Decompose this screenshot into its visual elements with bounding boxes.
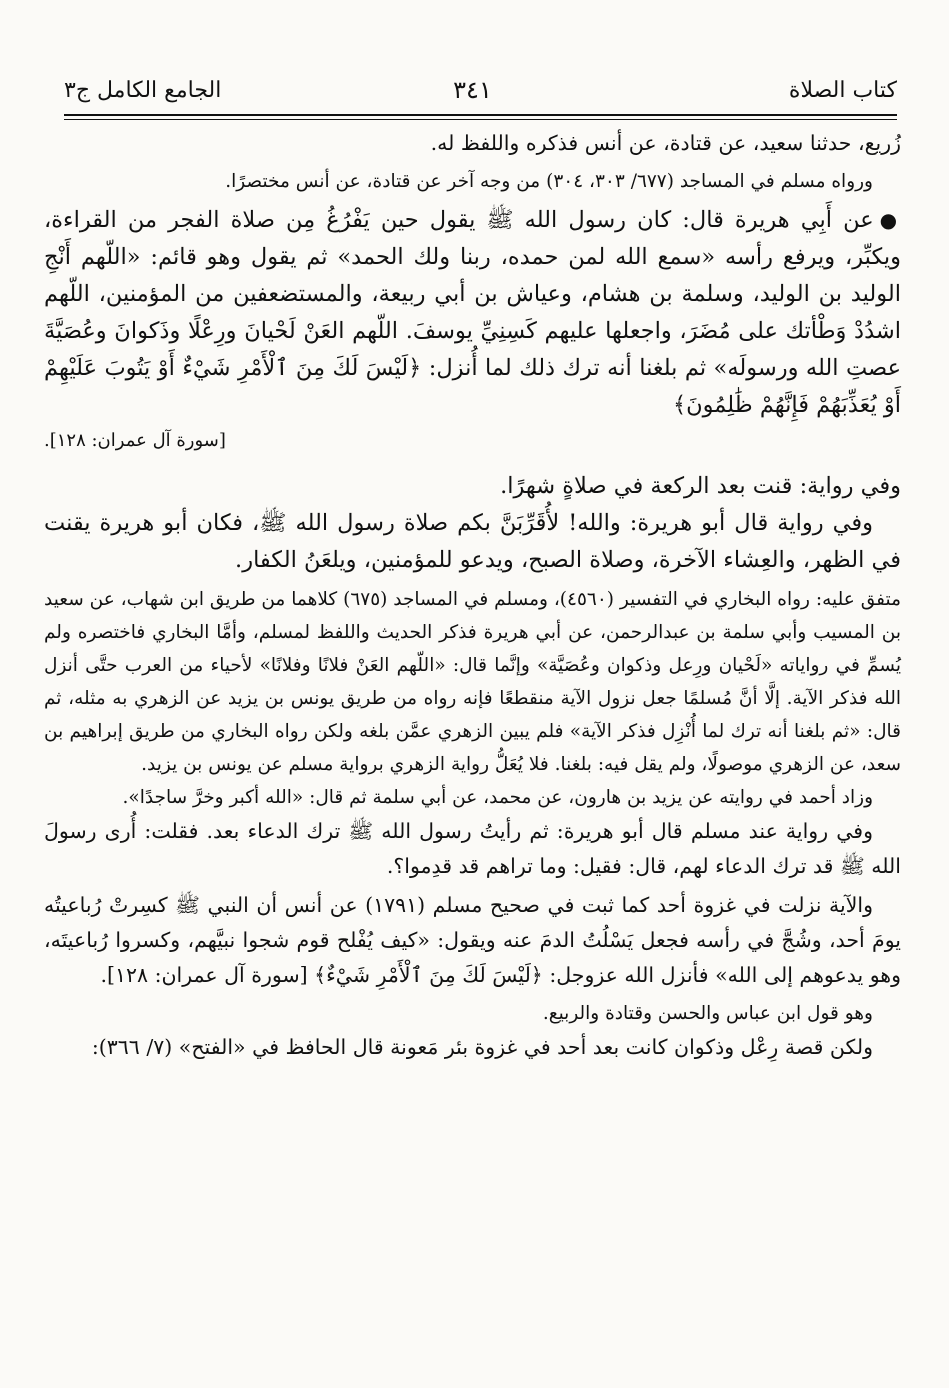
header-rule-thin — [64, 119, 897, 120]
paragraph-bir-maunah: ولكن قصة رِعْل وذكوان كانت بعد أحد في غزوة بئر مَعونة قال الحافظ في «الفتح» (٧/ ٣٦٦): — [91, 1035, 873, 1059]
paragraph-uhud: والآية نزلت في غزوة أحد كما ثبت في صحيح مسلم (١٧٩١) عن أنس أن النبي ﷺ كسِرتْ رُباعيتُه يومَ أحد، وشُجَّ في رأسه فجعل يَسْلُتُ الدمَ عنه ويقول: «كيف يُفْلح قوم شجوا نبيَّهم، وكسروا رُباعيتَه، وهو يدعوهم إلى الله» فأنزل الله عزوجل: ﴿لَيْسَ لَكَ مِنَ ٱلْأَمْرِ شَيْءٌ﴾ [سورة آل عمران: ١٢٨]. — [44, 893, 901, 987]
book-title: الجامع الكامل ج٣ — [64, 78, 222, 103]
page-header — [44, 0, 901, 112]
paragraph-ahmad: وزاد أحمد في روايته عن يزيد بن هارون، عن محمد، عن أبي سلمة ثم قال: «الله أكبر وخرَّ ساجدًا». — [122, 787, 873, 808]
chapter-title: كتاب الصلاة — [788, 78, 897, 103]
paragraph-muslim: وفي رواية عند مسلم قال أبو هريرة: ثم رأيتُ رسول الله ﷺ ترك الدعاء بعد. فقلت: أُرى رسولَ الله ﷺ قد ترك الدعاء لهم، قال: فقيل: وما تراهم قد قدِموا؟. — [44, 819, 901, 878]
page-body — [44, 126, 901, 1065]
bullet-icon: ● — [879, 208, 901, 232]
page-number: ٣٤١ — [453, 76, 492, 104]
paragraph-ibn-abbas: وهو قول ابن عباس والحسن وقتادة والربيع. — [542, 1003, 873, 1024]
paragraph-1: زُريع، حدثنا سعيد، عن قتادة، عن أنس فذكره واللفظ له. — [430, 131, 901, 155]
takhrij-paragraph: متفق عليه: رواه البخاري في التفسير (٤٥٦٠)، ومسلم في المساجد (٦٧٥) كلاهما من طريق ابن شهاب، عن سعيد بن المسيب وأبي سلمة بن عبدالرحمن، عن أبي هريرة فذكر الحديث واللفظ لمسلم، وأمَّا البخاري فاختصره ولم يُسمِّ في رواياته «لَحْيان ورِعل وذكوان وعُصَيَّة» وإنَّما قال: «اللّهم العَنْ فلانًا وفلانًا» لأحياء من العرب حتَّى أنزل الله فذكر الآية. إلَّا أنَّ مُسلمًا جعل نزول الآية منقطعًا فإنه رواه من طريق يونس بن يزيد عن الزهري به مثله، ثم قال: «ثم بلغنا أنه ترك لما أُنْزِل فذكر الآية» فلم يبين الزهري عمَّن بلغه ولكن رواه البخاري من طريق إبراهيم بن سعد، عن الزهري موصولًا، ولم يقل فيه: بلغنا. فلا يُعَلُّ رواية الزهري برواية مسلم عن يونس بن يزيد. — [44, 589, 901, 775]
hadith-paragraph — [44, 202, 901, 424]
paragraph-2: ورواه مسلم في المساجد (٦٧٧/ ٣٠٣، ٣٠٤) من وجه آخر عن قتادة، عن أنس مختصرًا. — [225, 171, 873, 192]
header-rule-thick — [64, 114, 897, 116]
hadith-text: عن أَبِي هريرة قال: كان رسول الله ﷺ يقول حين يَفْرُغُ مِن صلاة الفجر من القراءة، ويكبِّر، ويرفع رأسه «سمع الله لمن حمده، ربنا ولك الحمد» ثم يقول وهو قائم: «اللّهم أَنْجِ الوليد بن الوليد، وسلمة بن هشام، وعياش بن أبي ربيعة، والمستضعفين من المؤمنين، اللّهم اشدُدْ وَطْأتك على مُضَرَ، واجعلها عليهم كَسِنِيِّ يوسفَ. اللّهم العَنْ لَحْيانَ ورِعْلًا وذَكوانَ وعُصَيَّةَ عصتِ الله ورسولَه» ثم بلغنا أنه ترك ذلك لما أُنزل: ﴿لَيْسَ لَكَ مِنَ ٱلْأَمْرِ شَيْءٌ أَوْ يَتُوبَ عَلَيْهِمْ أَوْ يُعَذِّبَهُمْ فَإِنَّهُمْ ظَٰلِمُونَ﴾ — [44, 207, 901, 418]
paragraph-narration-2: وفي رواية قال أبو هريرة: والله! لأُقَرِّبَنَّ بكم صلاة رسول الله ﷺ، فكان أبو هريرة يقنت في الظهر، والعِشاء الآخرة، وصلاة الصبح، ويدعو للمؤمنين، ويلعَنُ الكفار. — [44, 510, 901, 573]
surah-reference: [سورة آل عمران: ١٢٨]. — [44, 430, 226, 451]
paragraph-narration-1: وفي رواية: قنت بعد الركعة في صلاةٍ شهرًا. — [500, 473, 901, 499]
